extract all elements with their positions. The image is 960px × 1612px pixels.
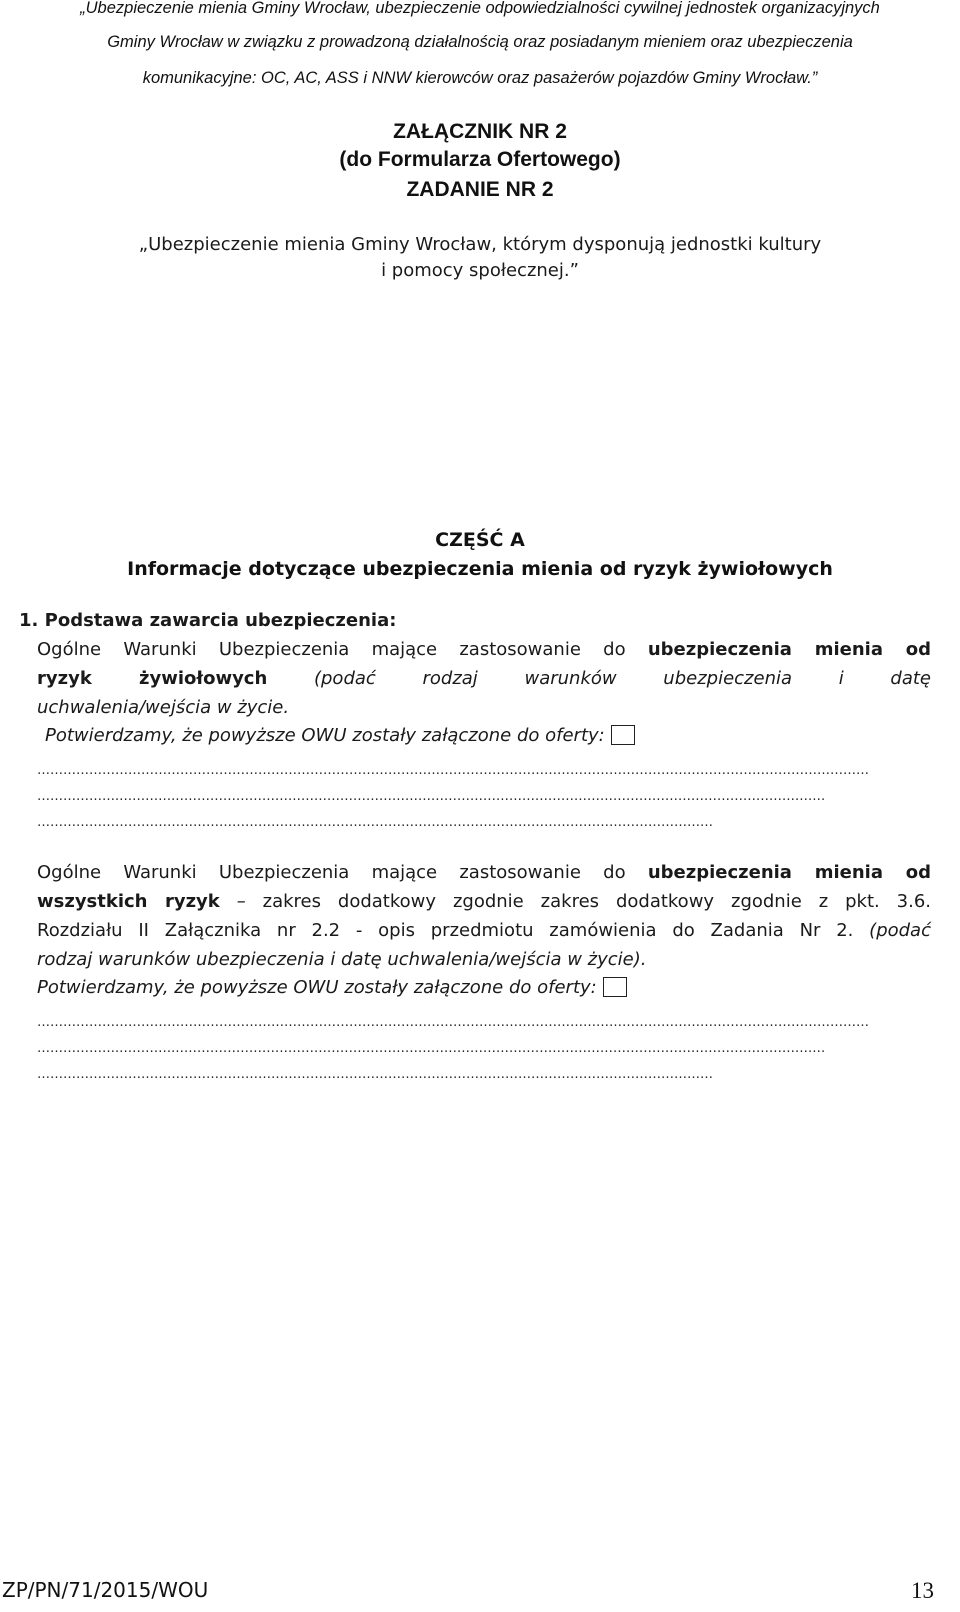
confirmation-2-text: Potwierdzamy, że powyższe OWU zostały załączone do oferty: xyxy=(37,977,597,998)
paragraph-1-line-2 xyxy=(37,667,931,691)
footer-reference: ZP/PN/71/2015/WOU xyxy=(2,1578,209,1602)
point-1-heading xyxy=(19,609,939,633)
task-description-line-2: i pomocy społecznej.” xyxy=(381,260,579,281)
confirmation-2-checkbox[interactable] xyxy=(603,977,627,997)
fill-in-line-1c: ………………………………………………………………………………………………………………………………………… xyxy=(37,816,713,830)
section-title: CZĘŚĆ A xyxy=(435,529,525,551)
paragraph-2-line-2 xyxy=(37,890,931,914)
confirmation-1-text: Potwierdzamy, że powyższe OWU zostały załączone do oferty: xyxy=(45,725,605,746)
paragraph-2-line-2-bold: wszystkich ryzyk xyxy=(37,891,220,912)
fill-in-line-1a: ………………………………………………………………………………………………………………………………………………………………………… xyxy=(37,764,869,778)
annex-subtitle: (do Formularza Ofertowego) xyxy=(339,148,621,171)
task-title: ZADANIE NR 2 xyxy=(406,178,554,201)
fill-in-line-1b: ……………….………….…………………………………………………………………………………………………………………………………… xyxy=(37,790,826,804)
paragraph-2-bold: ubezpieczenia mienia od xyxy=(647,862,932,883)
fill-in-line-2a: ………………………………………………………………………………………………………………………………………………………………………… xyxy=(37,1016,869,1030)
fill-in-line-2c: ………………………………………………………………………………………………………………………………………… xyxy=(37,1068,713,1082)
header-line-3: komunikacyjne: OC, AC, ASS i NNW kierowców oraz pasażerów pojazdów Gminy Wrocław.” xyxy=(142,69,818,87)
paragraph-1-bold: ubezpieczenia mienia od xyxy=(647,639,932,660)
paragraph-2-text: Ogólne Warunki Ubezpieczenia mające zastosowanie do xyxy=(37,862,648,883)
paragraph-1-line-2-bold: ryzyk żywiołowych xyxy=(37,668,268,689)
point-1-heading-text: 1. Podstawa zawarcia ubezpieczenia: xyxy=(19,610,397,631)
paragraph-1-line-1 xyxy=(37,638,931,662)
section-subtitle: Informacje dotyczące ubezpieczenia mienia od ryzyk żywiołowych xyxy=(127,558,833,580)
header-line-1: „Ubezpieczenie mienia Gminy Wrocław, ubezpieczenie odpowiedzialności cywilnej jednostek organizacyjnych xyxy=(80,0,880,17)
confirmation-1-checkbox[interactable] xyxy=(611,725,635,745)
paragraph-2-line-1 xyxy=(37,861,931,885)
paragraph-2-line-3-italic: (podać xyxy=(869,920,931,941)
confirmation-2 xyxy=(37,976,931,1000)
paragraph-2-line-3 xyxy=(37,919,931,943)
footer-page-number: 13 xyxy=(911,1578,934,1603)
task-description-line-1: „Ubezpieczenie mienia Gminy Wrocław, którym dysponują jednostki kultury xyxy=(138,234,822,255)
paragraph-1-text: Ogólne Warunki Ubezpieczenia mające zastosowanie do xyxy=(37,639,648,660)
paragraph-2-line-4: rodzaj warunków ubezpieczenia i datę uchwalenia/wejścia w życie). xyxy=(37,949,647,970)
paragraph-1-line-2-italic: (podać rodzaj warunków ubezpieczenia i datę xyxy=(267,668,931,689)
paragraph-1-line-3: uchwalenia/wejścia w życie. xyxy=(37,697,290,718)
annex-title: ZAŁĄCZNIK NR 2 xyxy=(393,120,567,143)
paragraph-2-line-2-text: – zakres dodatkowy zgodnie zakres dodatkowy zgodnie z pkt. 3.6. xyxy=(219,891,931,912)
confirmation-1 xyxy=(45,724,939,748)
paragraph-2-line-3-text: Rozdziału II Załącznika nr 2.2 - opis przedmiotu zamówienia do Zadania Nr 2. xyxy=(37,920,870,941)
header-line-2: Gminy Wrocław w związku z prowadzoną działalnością oraz posiadanym mieniem oraz ubezpieczenia xyxy=(107,33,853,51)
fill-in-line-2b: ……………….………….…………………………………………………………………………………………………………………………………… xyxy=(37,1042,826,1056)
